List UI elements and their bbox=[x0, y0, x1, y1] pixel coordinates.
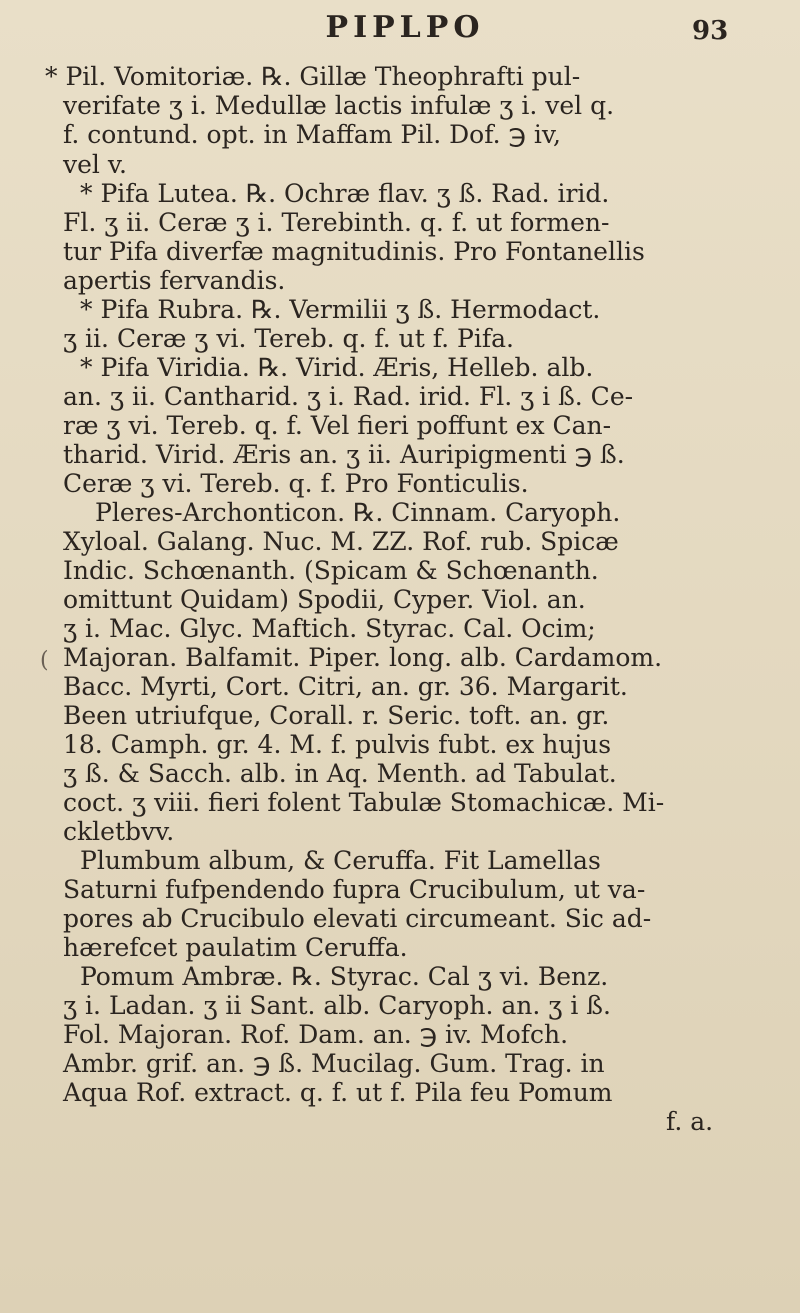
text-line: Pomum Ambræ. ℞. Styrac. Cal ʒ vi. Benz. bbox=[80, 962, 609, 991]
text-line: ʒ i. Ladan. ʒ ii Sant. alb. Caryoph. an. ʒ i ß. bbox=[63, 991, 611, 1020]
text-line: * Pifa Viridia. ℞. Virid. Æris, Helleb. alb. bbox=[80, 353, 594, 382]
text-line: Ceræ ʒ vi. Tereb. q. f. Pro Fonticulis. bbox=[63, 469, 529, 498]
text-line: an. ʒ ii. Cantharid. ʒ i. Rad. irid. Fl. ʒ i ß. Ce- bbox=[63, 382, 634, 411]
text-line: Been utriufque, Corall. r. Seric. toft. an. gr. bbox=[63, 701, 610, 730]
text-line: 18. Camph. gr. 4. M. f. pulvis fubt. ex hujus bbox=[63, 730, 612, 759]
text-line: * Pifa Lutea. ℞. Ochræ flav. ʒ ß. Rad. irid. bbox=[80, 179, 610, 208]
text-line: apertis fervandis. bbox=[63, 266, 286, 295]
text-line: * Pifa Rubra. ℞. Vermilii ʒ ß. Hermodact. bbox=[80, 295, 601, 324]
text-line: * Pil. Vomitoriæ. ℞. Gillæ Theophrafti pul- bbox=[45, 62, 581, 91]
running-head: PIPLPO bbox=[325, 10, 485, 45]
text-line: Majoran. Balfamit. Piper. long. alb. Cardamom. bbox=[63, 643, 663, 672]
text-line: Aqua Rof. extract. q. f. ut f. Pila feu Pomum bbox=[63, 1078, 613, 1107]
page-number: 93 bbox=[692, 16, 729, 46]
text-line: pores ab Crucibulo elevati circumeant. Sic ad- bbox=[63, 904, 652, 933]
text-line: Indic. Schœnanth. (Spicam & Schœnanth. bbox=[63, 556, 599, 585]
text-line: Bacc. Myrti, Cort. Citri, an. gr. 36. Margarit. bbox=[63, 672, 628, 701]
text-line: Pleres-Archonticon. ℞. Cinnam. Caryoph. bbox=[95, 498, 621, 527]
text-line: ræ ʒ vi. Tereb. q. f. Vel fieri poffunt ex Can- bbox=[63, 411, 612, 440]
text-line: ʒ ß. & Sacch. alb. in Aq. Menth. ad Tabulat. bbox=[63, 759, 617, 788]
text-line: ʒ i. Mac. Glyc. Maftich. Styrac. Cal. Ocim; bbox=[63, 614, 596, 643]
text-line: verifate ʒ i. Medullæ lactis infulæ ʒ i. vel q. bbox=[63, 91, 615, 120]
text-line: omittunt Quidam) Spodii, Cyper. Viol. an. bbox=[63, 585, 586, 614]
text-line: Fol. Majoran. Rof. Dam. an. ℈ iv. Mofch. bbox=[63, 1020, 569, 1049]
text-line: ʒ ii. Ceræ ʒ vi. Tereb. q. f. ut f. Pifa. bbox=[63, 324, 514, 353]
text-line: tharid. Virid. Æris an. ʒ ii. Auripigmenti ℈ ß. bbox=[63, 440, 625, 469]
text-line: f. contund. opt. in Maffam Pil. Dof. ℈ iv, bbox=[63, 120, 561, 149]
text-line: Saturni fufpendendo fupra Crucibulum, ut va- bbox=[63, 875, 646, 904]
text-line: f. a. bbox=[666, 1107, 714, 1136]
text-line: hærefcet paulatim Ceruffa. bbox=[63, 933, 408, 962]
text-line: tur Pifa diverfæ magnitudinis. Pro Fontanellis bbox=[63, 237, 645, 266]
text-line: Plumbum album, & Ceruffa. Fit Lamellas bbox=[80, 846, 601, 875]
margin-mark: ( bbox=[40, 648, 49, 673]
text-line: Fl. ʒ ii. Ceræ ʒ i. Terebinth. q. f. ut formen- bbox=[63, 208, 610, 237]
text-line: Ambr. grif. an. ℈ ß. Mucilag. Gum. Trag. in bbox=[63, 1049, 605, 1078]
text-line: Xyloal. Galang. Nuc. M. ZZ. Rof. rub. Spicæ bbox=[63, 527, 619, 556]
text-line: vel v. bbox=[63, 150, 127, 179]
text-line: coct. ʒ viii. fieri folent Tabulæ Stomachicæ. Mi- bbox=[63, 788, 665, 817]
page-header bbox=[0, 10, 800, 50]
text-line: ckletbvv. bbox=[63, 817, 175, 846]
